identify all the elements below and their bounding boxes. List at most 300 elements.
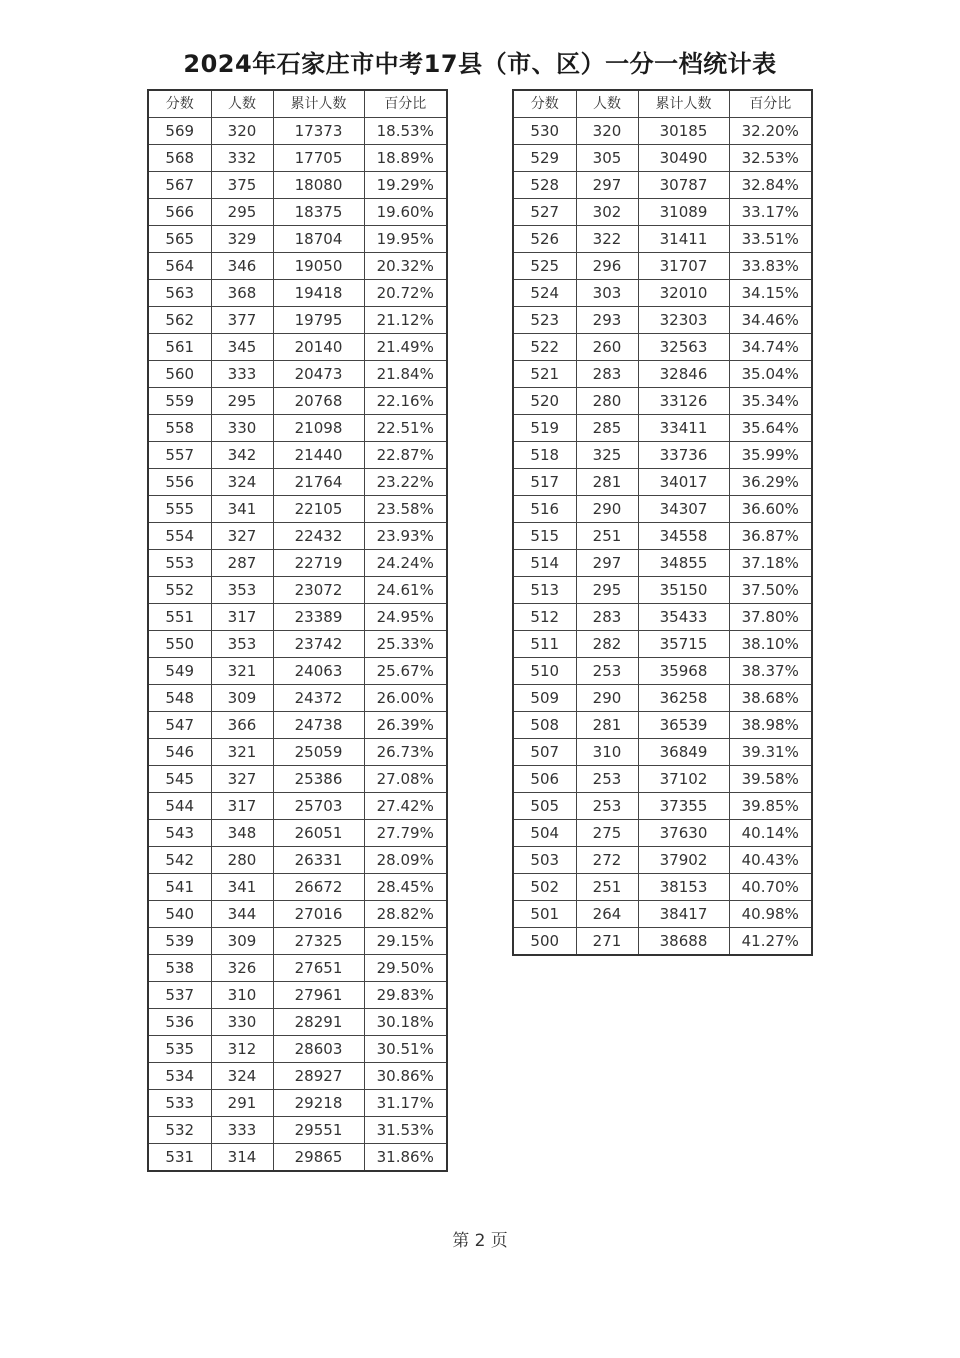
cell-percent: 30.18%	[364, 1009, 447, 1036]
cell-percent: 28.09%	[364, 847, 447, 874]
table-row	[513, 928, 812, 956]
table-row	[513, 820, 812, 847]
cell-percent: 18.89%	[364, 145, 447, 172]
cell-score: 514	[513, 550, 576, 577]
table-row	[148, 415, 447, 442]
cell-cumulative: 34307	[638, 496, 729, 523]
cell-percent: 19.29%	[364, 172, 447, 199]
cell-cumulative: 38688	[638, 928, 729, 956]
column-header-score: 分数	[148, 90, 211, 118]
table-header-row	[148, 90, 447, 118]
table-row	[513, 523, 812, 550]
column-header-percent: 百分比	[729, 90, 812, 118]
table-row	[148, 496, 447, 523]
cell-count: 287	[211, 550, 273, 577]
cell-score: 563	[148, 280, 211, 307]
cell-score: 525	[513, 253, 576, 280]
cell-cumulative: 32846	[638, 361, 729, 388]
cell-count: 285	[576, 415, 638, 442]
cell-percent: 20.32%	[364, 253, 447, 280]
table-row	[513, 658, 812, 685]
cell-cumulative: 36258	[638, 685, 729, 712]
cell-score: 562	[148, 307, 211, 334]
cell-percent: 30.86%	[364, 1063, 447, 1090]
cell-percent: 40.43%	[729, 847, 812, 874]
cell-cumulative: 33736	[638, 442, 729, 469]
table-row	[513, 469, 812, 496]
cell-score: 523	[513, 307, 576, 334]
table-row	[148, 550, 447, 577]
cell-percent: 32.20%	[729, 118, 812, 145]
cell-cumulative: 24372	[273, 685, 364, 712]
cell-count: 348	[211, 820, 273, 847]
cell-cumulative: 34017	[638, 469, 729, 496]
cell-percent: 24.24%	[364, 550, 447, 577]
table-row	[148, 172, 447, 199]
cell-count: 281	[576, 712, 638, 739]
cell-percent: 35.34%	[729, 388, 812, 415]
cell-score: 541	[148, 874, 211, 901]
table-row	[148, 1009, 447, 1036]
cell-percent: 21.84%	[364, 361, 447, 388]
cell-cumulative: 38417	[638, 901, 729, 928]
table-row	[513, 280, 812, 307]
cell-cumulative: 37102	[638, 766, 729, 793]
page-title: 2024年石家庄市中考17县（市、区）一分一档统计表	[183, 50, 777, 78]
cell-percent: 41.27%	[729, 928, 812, 956]
cell-score: 535	[148, 1036, 211, 1063]
cell-cumulative: 30787	[638, 172, 729, 199]
cell-cumulative: 21764	[273, 469, 364, 496]
table-row	[148, 739, 447, 766]
cell-score: 540	[148, 901, 211, 928]
cell-cumulative: 29551	[273, 1117, 364, 1144]
cell-score: 542	[148, 847, 211, 874]
cell-count: 314	[211, 1144, 273, 1172]
cell-count: 317	[211, 604, 273, 631]
cell-score: 501	[513, 901, 576, 928]
cell-percent: 19.60%	[364, 199, 447, 226]
table-row	[148, 118, 447, 145]
cell-score: 509	[513, 685, 576, 712]
cell-cumulative: 32010	[638, 280, 729, 307]
cell-count: 295	[211, 199, 273, 226]
cell-score: 503	[513, 847, 576, 874]
cell-count: 282	[576, 631, 638, 658]
cell-cumulative: 32563	[638, 334, 729, 361]
table-header-row	[513, 90, 812, 118]
cell-count: 297	[576, 172, 638, 199]
cell-cumulative: 29218	[273, 1090, 364, 1117]
cell-percent: 18.53%	[364, 118, 447, 145]
cell-percent: 37.80%	[729, 604, 812, 631]
cell-count: 297	[576, 550, 638, 577]
cell-percent: 25.33%	[364, 631, 447, 658]
table-row	[148, 847, 447, 874]
page-number: 第 2 页	[452, 1231, 508, 1251]
cell-percent: 23.93%	[364, 523, 447, 550]
cell-count: 366	[211, 712, 273, 739]
cell-score: 557	[148, 442, 211, 469]
cell-score: 553	[148, 550, 211, 577]
table-row	[148, 766, 447, 793]
cell-percent: 30.51%	[364, 1036, 447, 1063]
cell-cumulative: 25703	[273, 793, 364, 820]
table-row	[513, 172, 812, 199]
cell-cumulative: 25059	[273, 739, 364, 766]
cell-count: 260	[576, 334, 638, 361]
table-row	[513, 415, 812, 442]
cell-score: 519	[513, 415, 576, 442]
cell-percent: 21.12%	[364, 307, 447, 334]
cell-count: 280	[576, 388, 638, 415]
cell-score: 567	[148, 172, 211, 199]
cell-score: 554	[148, 523, 211, 550]
cell-score: 529	[513, 145, 576, 172]
cell-count: 320	[576, 118, 638, 145]
cell-count: 310	[211, 982, 273, 1009]
cell-count: 295	[576, 577, 638, 604]
cell-score: 504	[513, 820, 576, 847]
cell-cumulative: 17373	[273, 118, 364, 145]
cell-cumulative: 28927	[273, 1063, 364, 1090]
cell-cumulative: 33126	[638, 388, 729, 415]
cell-score: 530	[513, 118, 576, 145]
cell-score: 524	[513, 280, 576, 307]
cell-percent: 40.70%	[729, 874, 812, 901]
cell-percent: 21.49%	[364, 334, 447, 361]
cell-count: 321	[211, 739, 273, 766]
cell-score: 508	[513, 712, 576, 739]
cell-cumulative: 19418	[273, 280, 364, 307]
cell-count: 253	[576, 793, 638, 820]
cell-percent: 27.08%	[364, 766, 447, 793]
cell-count: 312	[211, 1036, 273, 1063]
cell-count: 333	[211, 361, 273, 388]
cell-count: 290	[576, 685, 638, 712]
table-row	[148, 1090, 447, 1117]
cell-score: 538	[148, 955, 211, 982]
table-row	[148, 253, 447, 280]
cell-score: 520	[513, 388, 576, 415]
cell-score: 539	[148, 928, 211, 955]
cell-score: 564	[148, 253, 211, 280]
cell-cumulative: 20768	[273, 388, 364, 415]
cell-score: 532	[148, 1117, 211, 1144]
cell-percent: 22.16%	[364, 388, 447, 415]
cell-percent: 29.83%	[364, 982, 447, 1009]
cell-count: 330	[211, 1009, 273, 1036]
cell-cumulative: 28291	[273, 1009, 364, 1036]
cell-cumulative: 21098	[273, 415, 364, 442]
cell-percent: 20.72%	[364, 280, 447, 307]
cell-count: 332	[211, 145, 273, 172]
table-row	[148, 820, 447, 847]
cell-cumulative: 35715	[638, 631, 729, 658]
cell-cumulative: 34855	[638, 550, 729, 577]
table-row	[513, 442, 812, 469]
cell-count: 280	[211, 847, 273, 874]
cell-score: 510	[513, 658, 576, 685]
table-row	[513, 253, 812, 280]
table-row	[513, 307, 812, 334]
cell-count: 309	[211, 685, 273, 712]
cell-percent: 40.14%	[729, 820, 812, 847]
table-row	[513, 604, 812, 631]
table-row	[148, 307, 447, 334]
cell-score: 534	[148, 1063, 211, 1090]
cell-percent: 28.82%	[364, 901, 447, 928]
cell-score: 505	[513, 793, 576, 820]
cell-score: 558	[148, 415, 211, 442]
cell-cumulative: 35433	[638, 604, 729, 631]
cell-count: 309	[211, 928, 273, 955]
cell-percent: 26.39%	[364, 712, 447, 739]
cell-percent: 28.45%	[364, 874, 447, 901]
table-row	[148, 658, 447, 685]
cell-count: 345	[211, 334, 273, 361]
cell-percent: 27.79%	[364, 820, 447, 847]
cell-score: 544	[148, 793, 211, 820]
cell-count: 320	[211, 118, 273, 145]
cell-count: 330	[211, 415, 273, 442]
cell-cumulative: 22719	[273, 550, 364, 577]
cell-score: 518	[513, 442, 576, 469]
cell-count: 283	[576, 604, 638, 631]
cell-percent: 24.95%	[364, 604, 447, 631]
table-row	[148, 1117, 447, 1144]
cell-score: 569	[148, 118, 211, 145]
cell-score: 547	[148, 712, 211, 739]
table-row	[513, 145, 812, 172]
cell-cumulative: 19795	[273, 307, 364, 334]
cell-percent: 33.17%	[729, 199, 812, 226]
cell-cumulative: 25386	[273, 766, 364, 793]
cell-cumulative: 37630	[638, 820, 729, 847]
cell-score: 511	[513, 631, 576, 658]
cell-count: 368	[211, 280, 273, 307]
cell-percent: 22.87%	[364, 442, 447, 469]
column-header-count: 人数	[211, 90, 273, 118]
cell-score: 528	[513, 172, 576, 199]
cell-score: 556	[148, 469, 211, 496]
table-row	[513, 766, 812, 793]
table-row	[513, 631, 812, 658]
cell-score: 545	[148, 766, 211, 793]
cell-count: 346	[211, 253, 273, 280]
table-row	[513, 496, 812, 523]
cell-count: 327	[211, 766, 273, 793]
cell-cumulative: 31707	[638, 253, 729, 280]
score-table-left	[147, 89, 448, 1172]
table-row	[148, 631, 447, 658]
table-row	[148, 1036, 447, 1063]
cell-cumulative: 18080	[273, 172, 364, 199]
cell-cumulative: 28603	[273, 1036, 364, 1063]
cell-cumulative: 31411	[638, 226, 729, 253]
cell-count: 353	[211, 631, 273, 658]
cell-cumulative: 27651	[273, 955, 364, 982]
cell-count: 322	[576, 226, 638, 253]
cell-percent: 36.60%	[729, 496, 812, 523]
table-row	[148, 604, 447, 631]
cell-percent: 39.85%	[729, 793, 812, 820]
cell-score: 500	[513, 928, 576, 956]
cell-percent: 25.67%	[364, 658, 447, 685]
cell-score: 549	[148, 658, 211, 685]
cell-count: 310	[576, 739, 638, 766]
cell-score: 568	[148, 145, 211, 172]
cell-cumulative: 26672	[273, 874, 364, 901]
cell-score: 531	[148, 1144, 211, 1172]
cell-cumulative: 32303	[638, 307, 729, 334]
cell-percent: 31.53%	[364, 1117, 447, 1144]
cell-percent: 22.51%	[364, 415, 447, 442]
table-row	[513, 739, 812, 766]
cell-score: 555	[148, 496, 211, 523]
cell-score: 512	[513, 604, 576, 631]
table-row	[513, 712, 812, 739]
cell-cumulative: 21440	[273, 442, 364, 469]
cell-percent: 39.58%	[729, 766, 812, 793]
cell-cumulative: 24738	[273, 712, 364, 739]
cell-count: 251	[576, 523, 638, 550]
table-row	[513, 334, 812, 361]
cell-percent: 36.87%	[729, 523, 812, 550]
table-row	[513, 550, 812, 577]
table-row	[148, 577, 447, 604]
cell-count: 341	[211, 874, 273, 901]
cell-cumulative: 27325	[273, 928, 364, 955]
cell-count: 290	[576, 496, 638, 523]
cell-count: 253	[576, 658, 638, 685]
cell-count: 305	[576, 145, 638, 172]
table-row	[513, 388, 812, 415]
cell-score: 546	[148, 739, 211, 766]
table-row	[513, 577, 812, 604]
cell-cumulative: 27961	[273, 982, 364, 1009]
cell-percent: 38.10%	[729, 631, 812, 658]
table-row	[148, 712, 447, 739]
cell-percent: 32.84%	[729, 172, 812, 199]
cell-score: 561	[148, 334, 211, 361]
cell-count: 264	[576, 901, 638, 928]
cell-count: 281	[576, 469, 638, 496]
cell-score: 506	[513, 766, 576, 793]
cell-count: 353	[211, 577, 273, 604]
table-row	[513, 901, 812, 928]
table-row	[148, 1144, 447, 1172]
cell-score: 517	[513, 469, 576, 496]
cell-count: 333	[211, 1117, 273, 1144]
cell-cumulative: 17705	[273, 145, 364, 172]
column-header-score: 分数	[513, 90, 576, 118]
cell-cumulative: 18375	[273, 199, 364, 226]
score-table-right	[512, 89, 813, 956]
cell-percent: 35.04%	[729, 361, 812, 388]
cell-cumulative: 24063	[273, 658, 364, 685]
cell-percent: 34.74%	[729, 334, 812, 361]
cell-percent: 38.68%	[729, 685, 812, 712]
cell-score: 559	[148, 388, 211, 415]
cell-count: 325	[576, 442, 638, 469]
cell-percent: 34.46%	[729, 307, 812, 334]
cell-cumulative: 33411	[638, 415, 729, 442]
cell-count: 324	[211, 1063, 273, 1090]
cell-count: 327	[211, 523, 273, 550]
table-row	[148, 793, 447, 820]
column-header-percent: 百分比	[364, 90, 447, 118]
cell-percent: 33.51%	[729, 226, 812, 253]
cell-score: 552	[148, 577, 211, 604]
cell-cumulative: 19050	[273, 253, 364, 280]
cell-count: 321	[211, 658, 273, 685]
cell-score: 550	[148, 631, 211, 658]
cell-count: 341	[211, 496, 273, 523]
cell-cumulative: 37902	[638, 847, 729, 874]
cell-score: 526	[513, 226, 576, 253]
cell-cumulative: 30185	[638, 118, 729, 145]
cell-percent: 36.29%	[729, 469, 812, 496]
cell-score: 516	[513, 496, 576, 523]
cell-count: 377	[211, 307, 273, 334]
cell-percent: 24.61%	[364, 577, 447, 604]
cell-cumulative: 22105	[273, 496, 364, 523]
cell-cumulative: 18704	[273, 226, 364, 253]
cell-percent: 23.22%	[364, 469, 447, 496]
table-row	[148, 199, 447, 226]
cell-score: 521	[513, 361, 576, 388]
cell-score: 536	[148, 1009, 211, 1036]
cell-score: 522	[513, 334, 576, 361]
table-row	[513, 118, 812, 145]
table-row	[148, 145, 447, 172]
cell-count: 253	[576, 766, 638, 793]
cell-percent: 35.99%	[729, 442, 812, 469]
cell-count: 293	[576, 307, 638, 334]
cell-count: 291	[211, 1090, 273, 1117]
cell-score: 527	[513, 199, 576, 226]
cell-percent: 29.50%	[364, 955, 447, 982]
cell-cumulative: 37355	[638, 793, 729, 820]
table-row	[148, 1063, 447, 1090]
cell-cumulative: 26051	[273, 820, 364, 847]
cell-percent: 37.18%	[729, 550, 812, 577]
table-row	[148, 874, 447, 901]
table-row	[148, 361, 447, 388]
cell-cumulative: 35150	[638, 577, 729, 604]
cell-percent: 31.86%	[364, 1144, 447, 1172]
cell-count: 271	[576, 928, 638, 956]
cell-score: 502	[513, 874, 576, 901]
table-row	[513, 226, 812, 253]
table-row	[513, 847, 812, 874]
cell-count: 295	[211, 388, 273, 415]
cell-percent: 39.31%	[729, 739, 812, 766]
cell-cumulative: 29865	[273, 1144, 364, 1172]
cell-score: 565	[148, 226, 211, 253]
cell-count: 272	[576, 847, 638, 874]
cell-count: 326	[211, 955, 273, 982]
table-row	[148, 280, 447, 307]
cell-score: 548	[148, 685, 211, 712]
cell-cumulative: 20473	[273, 361, 364, 388]
table-row	[148, 685, 447, 712]
table-row	[148, 442, 447, 469]
cell-score: 513	[513, 577, 576, 604]
cell-score: 533	[148, 1090, 211, 1117]
cell-score: 551	[148, 604, 211, 631]
